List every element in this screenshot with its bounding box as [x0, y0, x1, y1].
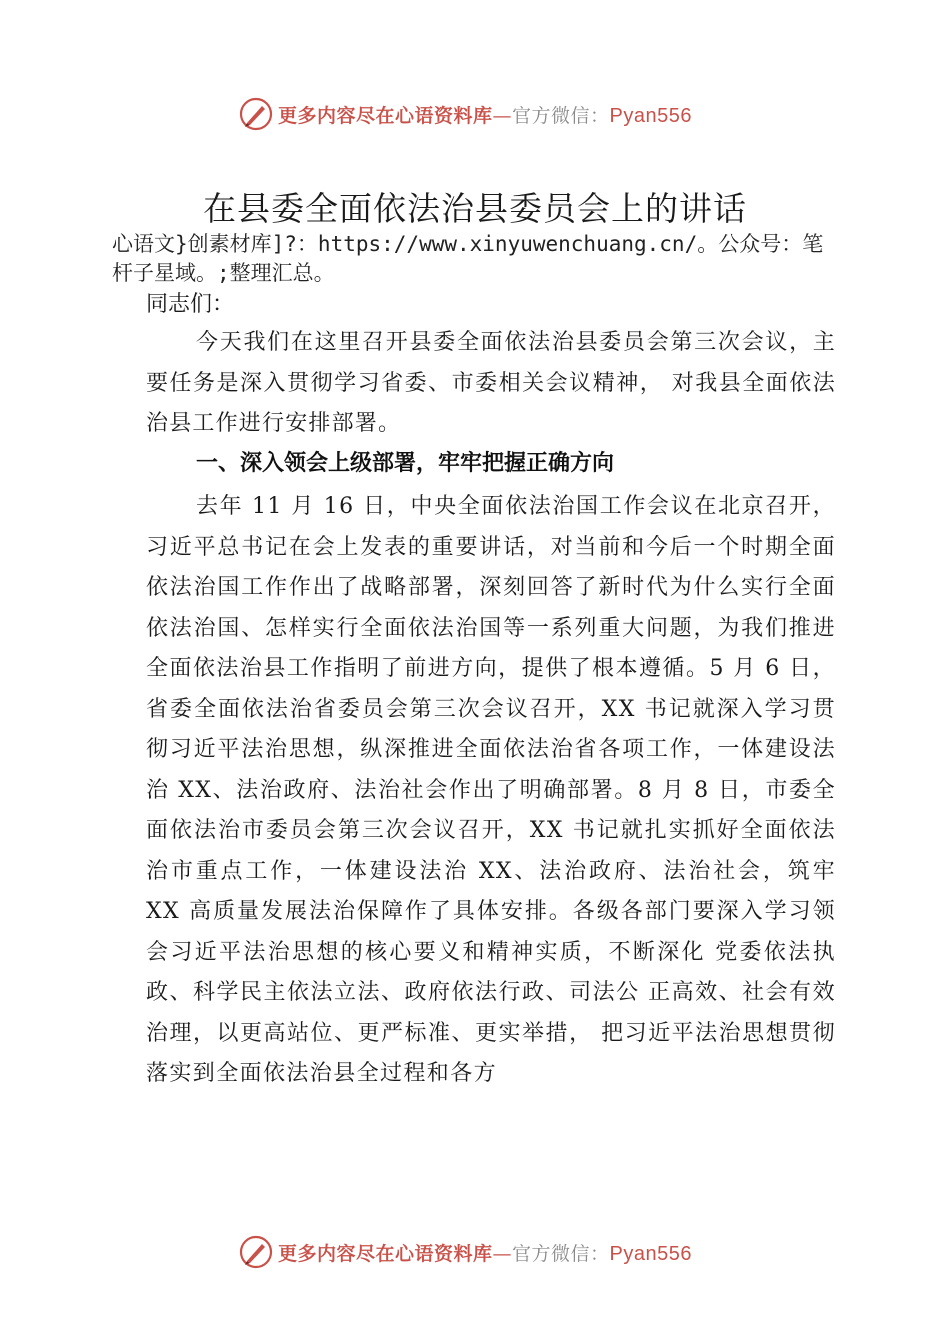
intro-paragraph: 今天我们在这里召开县委全面依法治县委员会第三次会议，主要任务是深入贯彻学习省委、市委相关会议精神， 对我县全面依法治县工作进行安排部署。 [146, 330, 836, 436]
watermark-dash: — [492, 104, 513, 127]
salutation: 同志们： [146, 292, 235, 317]
pen-logo-icon [238, 1234, 274, 1270]
pen-logo-icon [238, 96, 274, 132]
watermark-site-text: 更多内容尽在心语资料库 [278, 104, 493, 127]
watermark-site-text: 更多内容尽在心语资料库 [278, 1242, 493, 1265]
header-watermark [238, 94, 798, 134]
section-heading: 一、深入领会上级部署，牢牢把握正确方向 [196, 451, 615, 476]
watermark-dash: — [492, 1242, 513, 1265]
watermark-wechat-label: 官方微信： [512, 1242, 610, 1265]
source-line: 心语文}创素材库]?：https://www.xinyuwenchuang.cn/。公众号：笔杆子星域。;整理汇总。 [112, 232, 824, 285]
watermark-wechat-id: Pyan556 [609, 1242, 692, 1265]
section-body-paragraph: 去年 11 月 16 日，中央全面依法治国工作会议在北京召开，习近平总书记在会上发表的重要讲话，对当前和今后一个时期全面依法治国工作作出了战略部署，深刻回答了新时代为什么实行全面依法治国、怎样实行全面依法治国等一系列重大问题，为我们推进全面依法治县工作指明了前进方向，提供了根本遵循。5 月 6 日，省委全面依法治省委员会第三次会议召开，XX 书记就深入学习贯彻习近平法治思想，纵深推进全面依法治省各项工作，一体建设法治 XX、法治政府、法治社会作出了明确部署。8 月 8 日，市委全面依法治市委员会第三次会议召开，XX 书记就扎实抓好全面依法治市重点工作，一体建设法治 XX、法治政府、法治社会，筑牢 XX 高质量发展法治保障作了具体安排。各级各部门要深入学习领会习近平法治思想的核心要义和精神实质，不断深化 党委依法执政、科学民主依法立法、政府依法行政、司法公 正高效、社会有效治理，以更高站位、更严标准、更实举措， 把习近平法治思想贯彻落实到全面依法治县全过程和各方 [146, 494, 836, 1086]
document-title: 在县委全面依法治县委员会上的讲话 [203, 189, 747, 228]
watermark-wechat-label: 官方微信： [512, 104, 610, 127]
footer-watermark [238, 1232, 798, 1272]
watermark-wechat-id: Pyan556 [609, 104, 692, 127]
